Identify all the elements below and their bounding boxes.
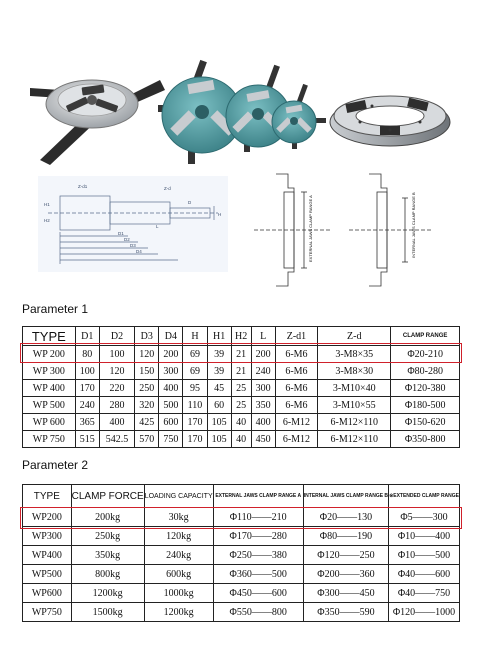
dim-label: H	[218, 212, 222, 217]
table-cell: Φ10——500	[389, 546, 460, 565]
table-cell: WP 750	[23, 431, 76, 448]
table-cell: Φ40——750	[389, 584, 460, 603]
table-cell: 105	[207, 431, 231, 448]
table-cell: 365	[75, 414, 99, 431]
table-cell: 30kg	[144, 508, 213, 527]
table-cell: 3-M8×30	[318, 363, 391, 380]
table-row	[23, 380, 460, 397]
dim-label: D3	[130, 243, 136, 248]
parameter1-header-row	[23, 327, 460, 346]
table-cell: 100	[75, 363, 99, 380]
table-cell: 250	[135, 380, 159, 397]
col-header: LOADING CAPACITY	[144, 485, 213, 508]
table-cell: 69	[183, 363, 207, 380]
col-header: H1	[207, 327, 231, 346]
table-cell: 25	[231, 397, 251, 414]
table-cell: 1500kg	[71, 603, 144, 622]
table-row	[23, 363, 460, 380]
col-header: CLAMP RANGE	[391, 327, 460, 346]
table-cell: 400	[159, 380, 183, 397]
table-cell: 515	[75, 431, 99, 448]
dimension-drawing	[38, 176, 228, 272]
parameter2-body	[23, 508, 460, 622]
table-cell: 320	[135, 397, 159, 414]
table-cell: WP400	[23, 546, 72, 565]
table-cell: 220	[99, 380, 134, 397]
table-cell: 600kg	[144, 565, 213, 584]
col-header: Z-d1	[275, 327, 318, 346]
ring-chuck-photo	[330, 96, 450, 146]
table-cell: 750	[159, 431, 183, 448]
table-cell: 240	[75, 397, 99, 414]
table-cell: Φ40——600	[389, 565, 460, 584]
parameter2-heading: Parameter 2	[22, 458, 89, 472]
col-header: ※EXTENDED CLAMP RANGE	[389, 485, 460, 508]
table-row	[23, 565, 460, 584]
table-cell: 95	[183, 380, 207, 397]
dim-label: H1	[44, 202, 50, 207]
table-cell: Φ170——280	[213, 527, 303, 546]
col-header: EXTERNAL JAWS CLAMP RANGE A	[213, 485, 303, 508]
table-cell: 1000kg	[144, 584, 213, 603]
col-header: H2	[231, 327, 251, 346]
range-b-label: INTERNAL JAWS CLAMP RANGE B	[411, 192, 416, 258]
dim-label: Z-d1	[78, 184, 88, 189]
section-drawing-external	[248, 168, 338, 292]
table-cell: 425	[135, 414, 159, 431]
table-cell: 170	[183, 431, 207, 448]
table-cell: Φ5——300	[389, 508, 460, 527]
table-row	[23, 414, 460, 431]
dim-label: H2	[44, 218, 50, 223]
table-cell: 25	[231, 380, 251, 397]
table-row	[23, 397, 460, 414]
table-row	[23, 508, 460, 527]
table-cell: Φ80——190	[303, 527, 388, 546]
dim-label: D	[188, 200, 192, 205]
table-cell: WP200	[23, 508, 72, 527]
dim-label: D2	[124, 237, 130, 242]
table-row	[23, 346, 460, 363]
table-cell: 150	[135, 363, 159, 380]
table-cell: 200	[251, 346, 275, 363]
col-header: L	[251, 327, 275, 346]
table-cell: 200kg	[71, 508, 144, 527]
table-cell: Φ120——1000	[389, 603, 460, 622]
table-cell: Φ150-620	[391, 414, 460, 431]
table-cell: 6-M6	[275, 346, 318, 363]
table-cell: 570	[135, 431, 159, 448]
table-cell: WP 500	[23, 397, 76, 414]
table-cell: 400	[99, 414, 134, 431]
table-cell: Φ180-500	[391, 397, 460, 414]
table-cell: 3-M8×35	[318, 346, 391, 363]
table-cell: WP300	[23, 527, 72, 546]
table-cell: 3-M10×55	[318, 397, 391, 414]
table-cell: Φ250——380	[213, 546, 303, 565]
table-cell: Φ550——800	[213, 603, 303, 622]
silver-chuck-photo	[30, 80, 165, 165]
parameter1-body	[23, 346, 460, 448]
table-cell: 300	[251, 380, 275, 397]
table-cell: 40	[231, 414, 251, 431]
table-cell: 6-M12	[275, 414, 318, 431]
table-cell: Φ110——210	[213, 508, 303, 527]
col-header: INTERNAL JAWS CLAMP RANGE B	[303, 485, 388, 508]
col-header: D4	[159, 327, 183, 346]
table-cell: 3-M10×40	[318, 380, 391, 397]
table-cell: 800kg	[71, 565, 144, 584]
col-header: D3	[135, 327, 159, 346]
parameter2-table	[22, 484, 460, 622]
col-header: TYPE	[23, 485, 72, 508]
table-cell: 69	[183, 346, 207, 363]
table-cell: 39	[207, 346, 231, 363]
table-cell: 1200kg	[144, 603, 213, 622]
table-cell: 250kg	[71, 527, 144, 546]
table-cell: Φ450——600	[213, 584, 303, 603]
table-cell: 600	[159, 414, 183, 431]
dim-label: D1	[118, 231, 124, 236]
table-cell: 6-M6	[275, 363, 318, 380]
table-cell: 6-M6	[275, 397, 318, 414]
table-cell: 100	[99, 346, 134, 363]
table-cell: Φ300——450	[303, 584, 388, 603]
table-cell: 400	[251, 414, 275, 431]
table-cell: 120	[99, 363, 134, 380]
parameter1-heading: Parameter 1	[22, 302, 89, 316]
section-drawing-internal	[345, 168, 435, 292]
table-cell: Φ350-800	[391, 431, 460, 448]
table-cell: 40	[231, 431, 251, 448]
table-cell: Φ120——250	[303, 546, 388, 565]
table-cell: 500	[159, 397, 183, 414]
table-row	[23, 527, 460, 546]
table-cell: WP500	[23, 565, 72, 584]
table-row	[23, 431, 460, 448]
table-cell: WP600	[23, 584, 72, 603]
table-cell: Φ360——500	[213, 565, 303, 584]
col-header: D1	[75, 327, 99, 346]
dim-label: L	[156, 224, 159, 229]
table-row	[23, 603, 460, 622]
table-cell: 60	[207, 397, 231, 414]
table-cell: 39	[207, 363, 231, 380]
table-cell: Φ20——130	[303, 508, 388, 527]
parameter2-header-row	[23, 485, 460, 508]
table-cell: WP 300	[23, 363, 76, 380]
table-cell: 240	[251, 363, 275, 380]
table-cell: 6-M12×110	[318, 431, 391, 448]
table-cell: 542.5	[99, 431, 134, 448]
table-cell: 170	[75, 380, 99, 397]
table-cell: 200	[159, 346, 183, 363]
product-photos	[0, 0, 480, 170]
table-cell: 280	[99, 397, 134, 414]
col-header: TYPE	[23, 327, 76, 346]
table-cell: 105	[207, 414, 231, 431]
table-cell: 80	[75, 346, 99, 363]
table-cell: 6-M12	[275, 431, 318, 448]
table-cell: WP750	[23, 603, 72, 622]
table-cell: 300	[159, 363, 183, 380]
table-cell: 21	[231, 363, 251, 380]
table-row	[23, 584, 460, 603]
col-header: H	[183, 327, 207, 346]
table-cell: Φ20-210	[391, 346, 460, 363]
table-cell: Φ200——360	[303, 565, 388, 584]
table-cell: 1200kg	[71, 584, 144, 603]
table-cell: 120kg	[144, 527, 213, 546]
table-cell: 170	[183, 414, 207, 431]
table-cell: 350	[251, 397, 275, 414]
table-cell: Φ120-380	[391, 380, 460, 397]
range-a-label: EXTERNAL JAWS CLAMP RANGE A	[308, 195, 313, 262]
table-cell: Φ10——400	[389, 527, 460, 546]
table-cell: Φ350——590	[303, 603, 388, 622]
table-cell: 6-M12×110	[318, 414, 391, 431]
table-cell: WP 200	[23, 346, 76, 363]
dim-label: D4	[136, 249, 142, 254]
table-cell: 120	[135, 346, 159, 363]
table-cell: Φ80-280	[391, 363, 460, 380]
col-header: D2	[99, 327, 134, 346]
table-cell: 110	[183, 397, 207, 414]
parameter1-table	[22, 326, 460, 448]
table-cell: 21	[231, 346, 251, 363]
table-cell: WP 600	[23, 414, 76, 431]
table-cell: 6-M6	[275, 380, 318, 397]
table-cell: WP 400	[23, 380, 76, 397]
col-header: CLAMP FORCE	[71, 485, 144, 508]
dim-label: Z-d	[164, 186, 171, 191]
table-cell: 240kg	[144, 546, 213, 565]
table-cell: 350kg	[71, 546, 144, 565]
col-header: Z-d	[318, 327, 391, 346]
table-row	[23, 546, 460, 565]
table-cell: 450	[251, 431, 275, 448]
table-cell: 45	[207, 380, 231, 397]
